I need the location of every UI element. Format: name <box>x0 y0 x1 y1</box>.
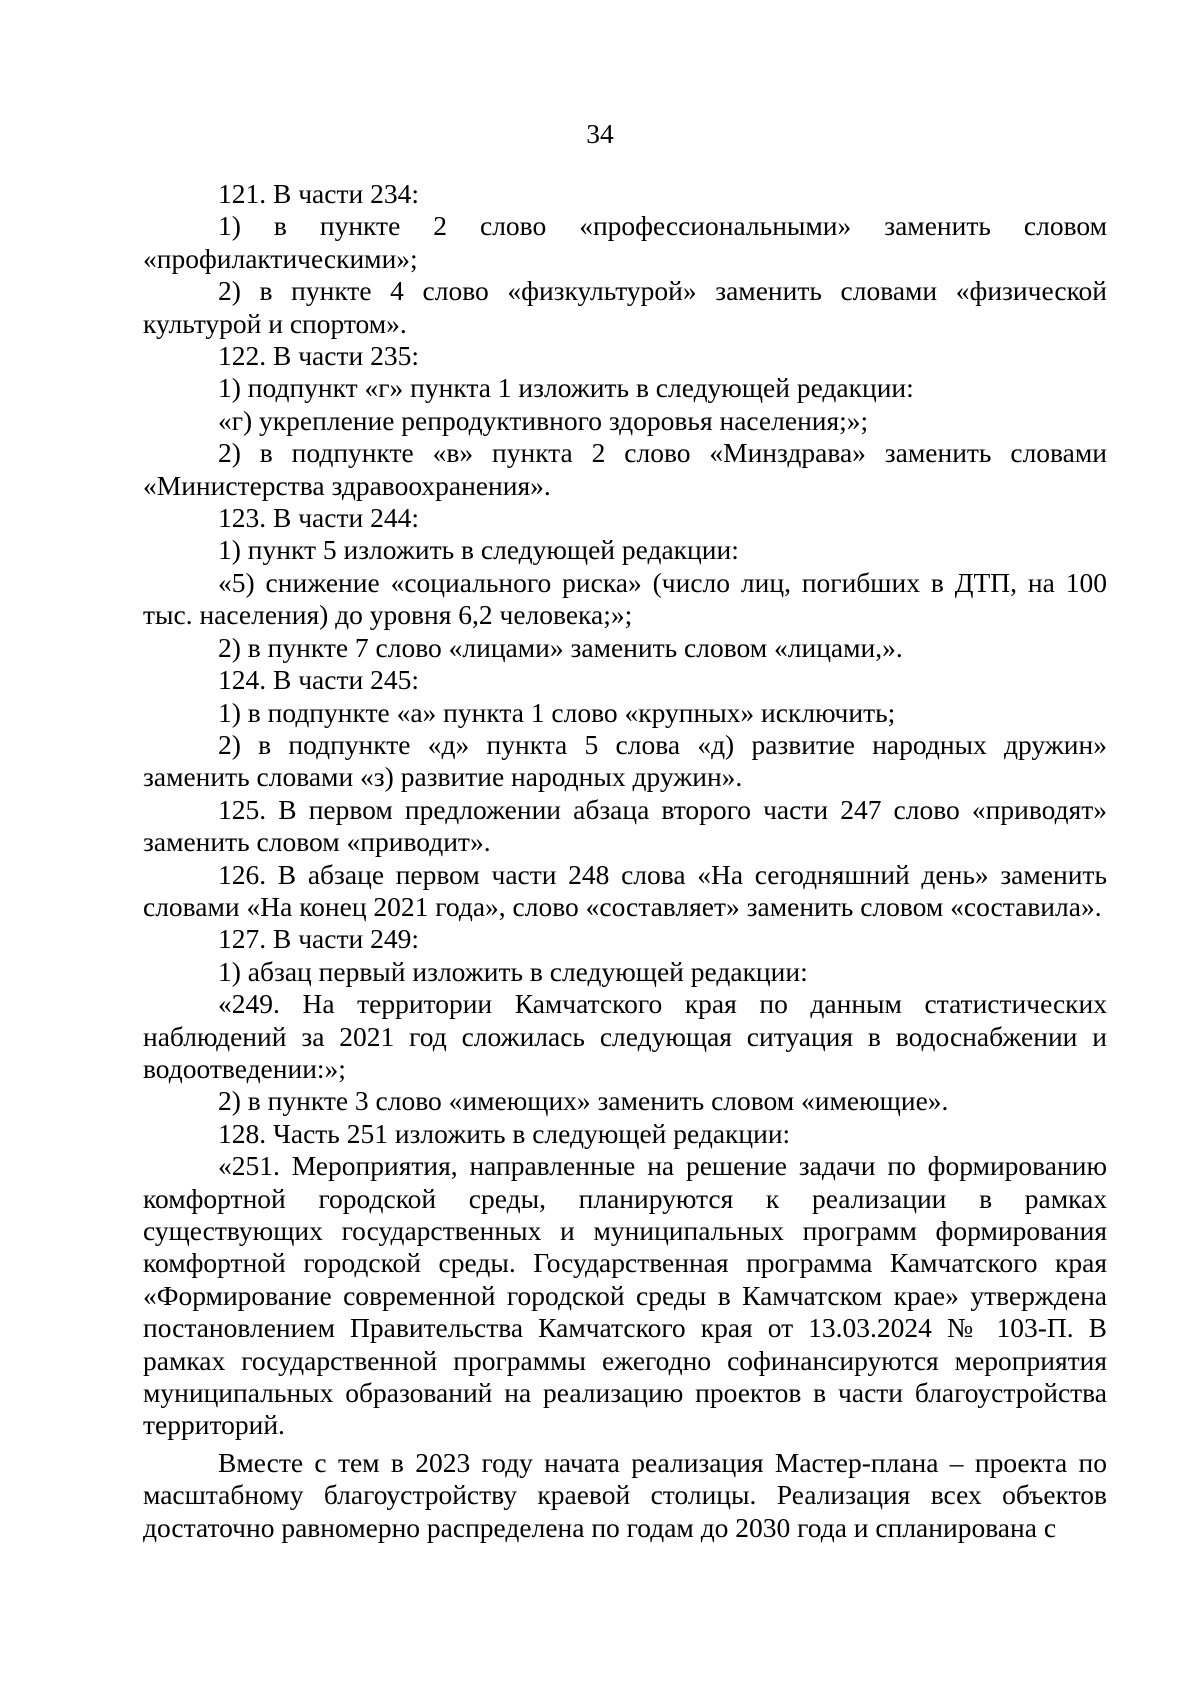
paragraph: 2) в подпункте «в» пункта 2 слово «Минздрава» заменить словами «Министерства здравоохранения». <box>143 437 1107 501</box>
paragraph: 123. В части 244: <box>218 502 419 534</box>
paragraph: 2) в подпункте «д» пункта 5 слова «д) развитие народных дружин» заменить словами «з) развитие народных дружин». <box>143 728 1107 793</box>
paragraph: 126. В абзаце первом части 248 слова «На сегодняшний день» заменить словами «На конец 2021 года», слово «составляет» заменить словом «составила». <box>143 858 1107 922</box>
paragraph: «249. На территории Камчатского края по данным статистических наблюдений за 2021 год сложилась следующая ситуация в водоснабжении и водоотведении:»; <box>143 988 1107 1084</box>
paragraph: «г) укрепление репродуктивного здоровья населения;»; <box>218 404 869 436</box>
paragraph: 124. В части 245: <box>218 664 419 696</box>
paragraph: 128. Часть 251 изложить в следующей редакции: <box>218 1117 791 1149</box>
paragraph: «251. Мероприятия, направленные на решение задачи по формированию комфортной городской среды, планируются к реализации в рамках существующих государственных и муниципальных программ формирования комфортной городской среды. Государственная программа Камчатского края «Формирование современной городской среды в Камчатском крае» утверждена постановлением Правительства Камчатского края от 13.03.2024 № 103-П. В рамках государственной программы ежегодно софинансируются мероприятия муниципальных образований на реализацию проектов в части благоустройства территорий. <box>143 1150 1107 1441</box>
paragraph: 122. В части 235: <box>218 340 419 372</box>
paragraph: 1) в подпункте «а» пункта 1 слово «крупных» исключить; <box>218 696 896 728</box>
paragraph: 1) пункт 5 изложить в следующей редакции: <box>218 534 739 566</box>
paragraph: «5) снижение «социального риска» (число лиц, погибших в ДТП, на 100 тыс. населения) до уровня 6,2 человека;»; <box>143 566 1107 631</box>
paragraph: 127. В части 249: <box>218 923 419 955</box>
paragraph: 2) в пункте 4 слово «физкультурой» заменить словами «физической культурой и спортом». <box>143 275 1107 339</box>
paragraph: 1) абзац первый изложить в следующей редакции: <box>218 955 808 987</box>
paragraph: Вместе с тем в 2023 году начата реализация Мастер-плана – проекта по масштабному благоустройству краевой столицы. Реализация всех объектов достаточно равномерно распределена по годам до 2030 года и спланирована с <box>143 1446 1107 1543</box>
page-number: 34 <box>586 118 614 149</box>
paragraph: 1) подпункт «г» пункта 1 изложить в следующей редакции: <box>218 372 914 404</box>
document-body <box>143 178 1107 1544</box>
paragraph: 1) в пункте 2 слово «профессиональными» заменить словом «профилактическими»; <box>143 210 1107 274</box>
paragraph: 2) в пункте 7 слово «лицами» заменить словом «лицами,». <box>218 631 903 663</box>
paragraph: 2) в пункте 3 слово «имеющих» заменить словом «имеющие». <box>218 1085 949 1117</box>
paragraph: 121. В части 234: <box>218 178 419 209</box>
paragraph: 125. В первом предложении абзаца второго части 247 слово «приводят» заменить словом «приводит». <box>143 793 1107 858</box>
